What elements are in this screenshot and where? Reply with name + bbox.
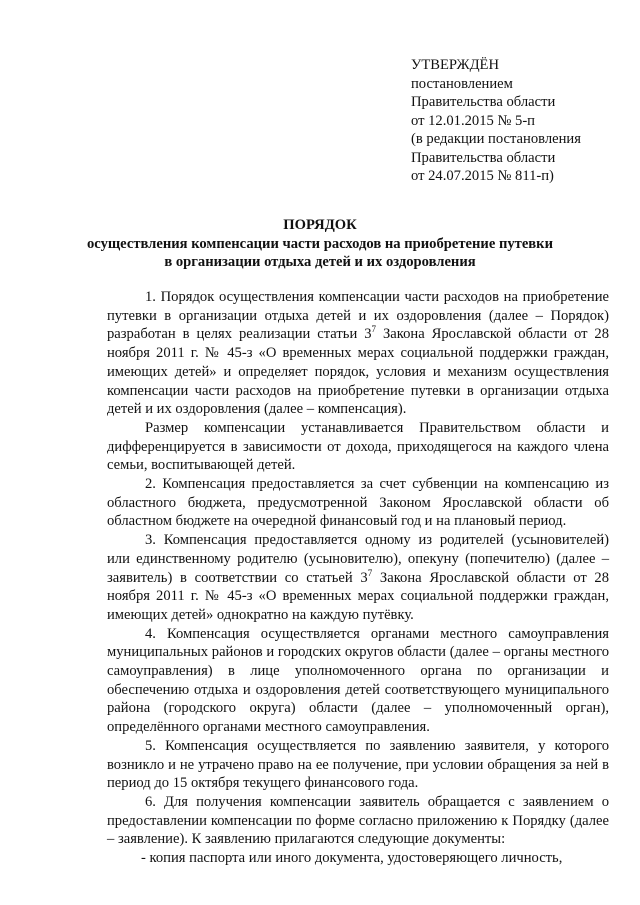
document-title	[0, 216, 640, 272]
title-subtitle-line: осуществления компенсации части расходов на приобретение путевки	[86, 235, 554, 252]
title-main: ПОРЯДОК	[283, 217, 357, 233]
title-subtitle-line: в организации отдыха детей и их оздоровления	[164, 254, 476, 270]
list-item: - копия паспорта или иного документа, удостоверяющего личность,	[141, 850, 563, 867]
paragraph-6: 6. Для получения компенсации заявитель обращается с заявлением о предоставлении компенсации по форме согласно приложению к Порядку (далее – заявление). К заявлению прилагаются следующие документы:	[107, 793, 609, 848]
approval-line: УТВЕРЖДЁН	[411, 57, 499, 73]
paragraph-text: 1. Порядок осуществления компенсации части расходов на приобретение путевки в организации отдыха детей и их оздоровления (далее – Порядок) разработан в целях реализации статьи 3	[107, 289, 609, 343]
approval-line: постановлением	[411, 75, 513, 92]
superscript: 7	[371, 324, 376, 335]
approval-line: (в редакции постановления	[411, 131, 581, 147]
superscript: 7	[367, 567, 373, 578]
approval-line: от 12.01.2015 № 5-п	[411, 112, 535, 129]
paragraph-1	[107, 288, 609, 419]
approval-line: Правительства области	[411, 94, 556, 110]
paragraph-5: 5. Компенсация осуществляется по заявлению заявителя, у которого возникло и не утрачено право на ее получение, при условии обращения за ней в период до 15 октября текущего финансового года.	[107, 737, 609, 792]
paragraph-4: 4. Компенсация осуществляется органами местного самоуправления муниципальных районов и городских округов области (далее – органы местного самоуправления) в лице уполномоченного органа по организации и обеспечению отдыха и оздоровления детей соответствующего муниципального района (городского округа) области (далее – уполномоченный орган), определённого органами местного самоуправления.	[107, 625, 609, 736]
document-body	[107, 288, 609, 868]
approval-stamp	[411, 56, 581, 186]
approval-line: от 24.07.2015 № 811-п)	[411, 168, 554, 184]
paragraph-text: 3. Компенсация предоставляется одному из родителей (усыновителей) или единственному родителю (усыновителю), опекуну (попечителю) (далее – заявитель) в соответствии со статьей 3	[107, 532, 609, 586]
paragraph-text: Закона Ярославской области от 28 ноября 2011 г. № 45-з «О временных мерах социальной поддержки граждан, имеющих детей» и определяет порядок, условия и механизм осуществления компенсации части расходов на приобретение путевки в организации отдыха детей и их оздоровления (далее – компенсация).	[107, 326, 609, 418]
paragraph-2: 2. Компенсация предоставляется за счет субвенции на компенсацию из областного бюджета, предусмотренной Законом Ярославской области об областном бюджете на очередной финансовый год и на плановый период.	[107, 476, 609, 530]
approval-line: Правительства области	[411, 149, 556, 166]
paragraph-text: Закона Ярославской области от 28 ноября 2011 г. № 45-з «О временных мерах социальной поддержки граждан, имеющих детей» однократно на каждую путёвку.	[107, 569, 609, 623]
paragraph-3	[107, 531, 609, 625]
paragraph-size: Размер компенсации устанавливается Правительством области и дифференцируется в зависимости от дохода, приходящегося на каждого члена семьи, воспитывающей детей.	[107, 419, 609, 474]
